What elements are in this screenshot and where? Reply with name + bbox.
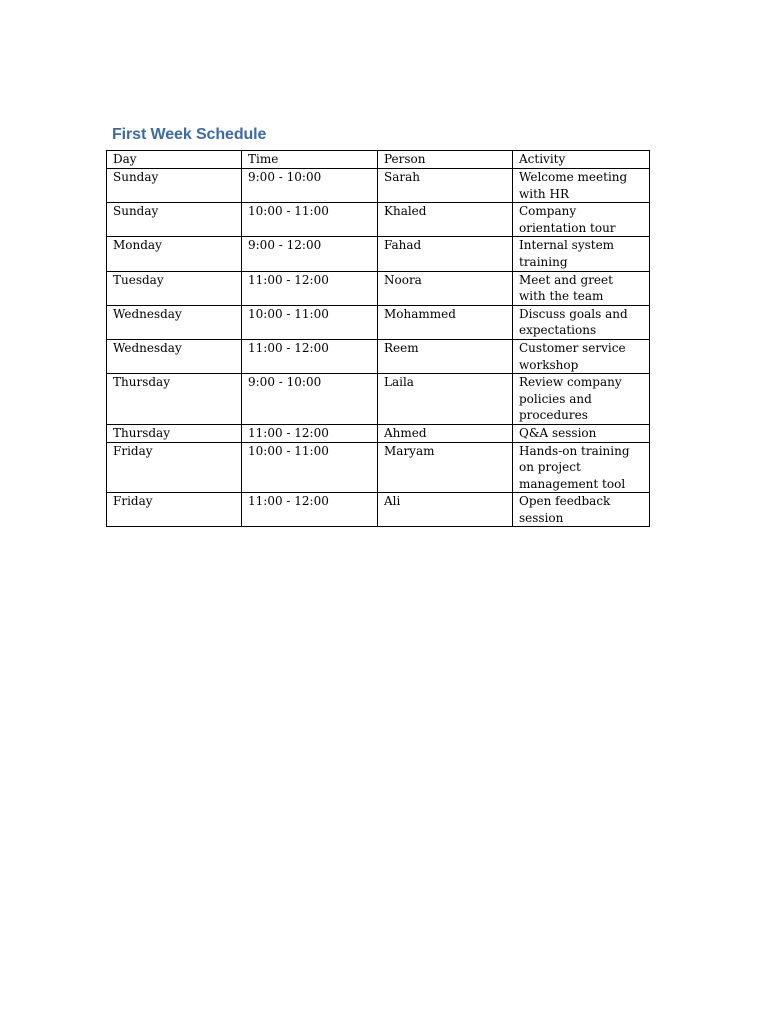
table-row — [107, 203, 650, 237]
cell-day: Monday — [107, 237, 242, 271]
cell-activity: Hands-on training on project management tool — [513, 442, 650, 493]
table-row — [107, 442, 650, 493]
cell-activity: Discuss goals and expectations — [513, 305, 650, 339]
cell-time: 11:00 - 12:00 — [242, 493, 378, 527]
cell-activity: Internal system training — [513, 237, 650, 271]
cell-person: Khaled — [378, 203, 513, 237]
cell-day: Friday — [107, 493, 242, 527]
cell-activity: Customer service workshop — [513, 339, 650, 373]
schedule-table — [106, 150, 650, 527]
cell-person: Fahad — [378, 237, 513, 271]
cell-person: Ahmed — [378, 424, 513, 442]
cell-time: 11:00 - 12:00 — [242, 424, 378, 442]
cell-time: 10:00 - 11:00 — [242, 442, 378, 493]
cell-person: Laila — [378, 374, 513, 425]
cell-person: Noora — [378, 271, 513, 305]
table-row — [107, 169, 650, 203]
cell-person: Mohammed — [378, 305, 513, 339]
header-day: Day — [107, 151, 242, 169]
cell-time: 9:00 - 12:00 — [242, 237, 378, 271]
cell-day: Thursday — [107, 424, 242, 442]
cell-activity: Q&A session — [513, 424, 650, 442]
cell-person: Ali — [378, 493, 513, 527]
table-header-row — [107, 151, 650, 169]
table-row — [107, 271, 650, 305]
table-row — [107, 493, 650, 527]
cell-day: Thursday — [107, 374, 242, 425]
cell-day: Sunday — [107, 203, 242, 237]
cell-day: Sunday — [107, 169, 242, 203]
cell-day: Tuesday — [107, 271, 242, 305]
cell-day: Wednesday — [107, 339, 242, 373]
cell-activity: Open feedback session — [513, 493, 650, 527]
table-row — [107, 424, 650, 442]
cell-time: 10:00 - 11:00 — [242, 305, 378, 339]
cell-person: Reem — [378, 339, 513, 373]
cell-person: Sarah — [378, 169, 513, 203]
cell-activity: Review company policies and procedures — [513, 374, 650, 425]
cell-activity: Welcome meeting with HR — [513, 169, 650, 203]
cell-activity: Company orientation tour — [513, 203, 650, 237]
cell-day: Friday — [107, 442, 242, 493]
cell-activity: Meet and greet with the team — [513, 271, 650, 305]
table-row — [107, 339, 650, 373]
header-activity: Activity — [513, 151, 650, 169]
cell-person: Maryam — [378, 442, 513, 493]
cell-time: 10:00 - 11:00 — [242, 203, 378, 237]
table-row — [107, 305, 650, 339]
header-time: Time — [242, 151, 378, 169]
cell-time: 9:00 - 10:00 — [242, 374, 378, 425]
table-row — [107, 374, 650, 425]
document-title: First Week Schedule — [112, 126, 267, 143]
cell-time: 11:00 - 12:00 — [242, 271, 378, 305]
cell-day: Wednesday — [107, 305, 242, 339]
cell-time: 11:00 - 12:00 — [242, 339, 378, 373]
table-row — [107, 237, 650, 271]
cell-time: 9:00 - 10:00 — [242, 169, 378, 203]
header-person: Person — [378, 151, 513, 169]
